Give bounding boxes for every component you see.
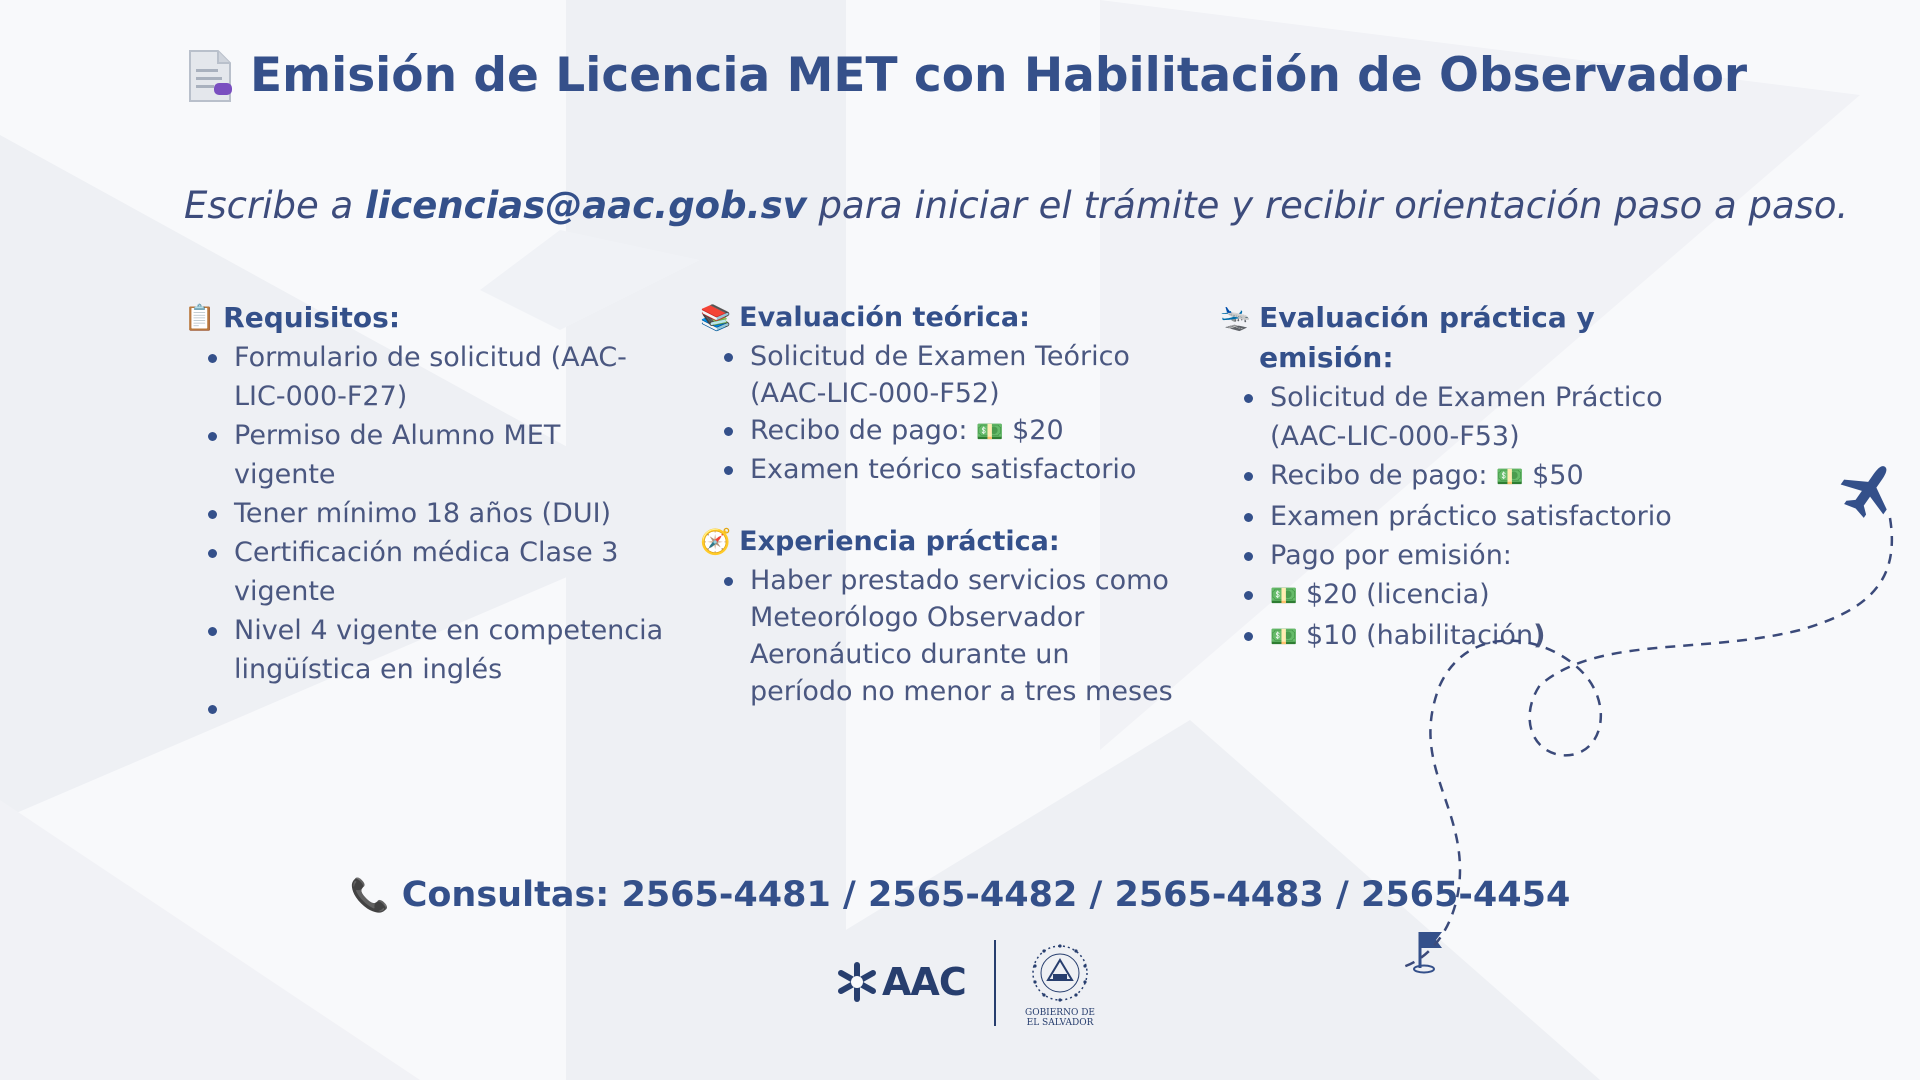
compass-icon: 🧭 [700, 527, 732, 556]
list-item: Examen práctico satisfactorio [1242, 497, 1700, 536]
airplane-landing-icon: 🛬 [1220, 303, 1252, 332]
experiencia-heading-text: Experiencia práctica: [739, 526, 1060, 557]
list-item: Solicitud de Examen Práctico (AAC-LIC-000-F53) [1242, 378, 1700, 456]
subtitle-prefix: Escribe a [184, 184, 365, 227]
document-icon [186, 49, 234, 103]
subtitle-suffix: para iniciar el trámite y recibir orientación paso a paso. [806, 184, 1849, 227]
experiencia-list [722, 562, 1180, 710]
money-icon: 💵 [1270, 625, 1298, 650]
books-icon: 📚 [700, 303, 732, 332]
list-item: Haber prestado servicios como Meteorólogo Observador Aeronáutico durante un período no menor a tres meses [722, 562, 1180, 710]
payment-amount: $20 [1012, 415, 1064, 446]
contact-text: Consultas: 2565-4481 / 2565-4482 / 2565-4483 / 2565-4454 [401, 875, 1571, 915]
flight-path-line [1400, 518, 1892, 970]
requisitos-heading [184, 298, 664, 338]
teorica-heading-text: Evaluación teórica: [739, 302, 1030, 333]
logo-divider [994, 940, 996, 1026]
list-item [722, 412, 1180, 451]
logos-footer [836, 938, 1106, 1028]
payment-label: Recibo de pago: [750, 415, 968, 446]
gov-text-line1: GOBIERNO DE [1025, 1008, 1095, 1018]
government-seal-icon [1029, 942, 1091, 1004]
habilitation-fee: $10 (habilitación [1306, 620, 1534, 651]
aac-logo-mark [836, 961, 878, 1003]
teorica-list [722, 338, 1180, 488]
instructions-subtitle [184, 184, 1884, 227]
practica-heading-text: Evaluación práctica y emisión: [1259, 301, 1595, 374]
gov-text-line2: EL SALVADOR [1026, 1018, 1094, 1028]
license-fee: $20 (licencia) [1306, 579, 1490, 610]
aac-logo-text: AAC [882, 960, 966, 1004]
list-item: Formulario de solicitud (AAC-LIC-000-F27) [206, 338, 664, 416]
practica-heading [1220, 298, 1700, 378]
payment-amount: $50 [1532, 460, 1584, 491]
list-item: Solicitud de Examen Teórico (AAC-LIC-000-F52) [722, 338, 1180, 412]
email-address: licencias@aac.gob.sv [364, 184, 807, 227]
title-text: Emisión de Licencia MET con Habilitación de Observador [250, 48, 1748, 103]
experiencia-heading [700, 522, 1180, 562]
list-item: Tener mínimo 18 años (DUI) [206, 494, 664, 533]
flight-path-decoration [1400, 460, 1920, 1000]
closing-paren: ) [1533, 620, 1546, 651]
list-item: Permiso de Alumno MET vigente [206, 416, 664, 494]
list-item: Nivel 4 vigente en competencia lingüística en inglés [206, 611, 664, 689]
aac-logo [836, 960, 966, 1004]
money-icon: 💵 [1270, 584, 1298, 609]
list-item: Certificación médica Clase 3 vigente [206, 533, 664, 611]
requisitos-heading-text: Requisitos: [223, 301, 401, 334]
airplane-icon [1833, 460, 1907, 526]
page-title [186, 48, 1786, 103]
payment-label: Recibo de pago: [1270, 460, 1488, 491]
teorica-heading [700, 298, 1180, 338]
money-icon: 💵 [976, 420, 1004, 445]
requisitos-section [184, 298, 664, 728]
telephone-icon: 📞 [349, 876, 390, 914]
teorica-section [700, 298, 1180, 710]
list-item: Pago por emisión: [1242, 536, 1700, 575]
list-item: Examen teórico satisfactorio [722, 451, 1180, 488]
empty-list-item [206, 689, 664, 728]
money-icon: 💵 [1496, 465, 1524, 490]
clipboard-icon: 📋 [184, 303, 216, 332]
requisitos-list [206, 338, 664, 728]
government-logo [1014, 942, 1106, 1028]
